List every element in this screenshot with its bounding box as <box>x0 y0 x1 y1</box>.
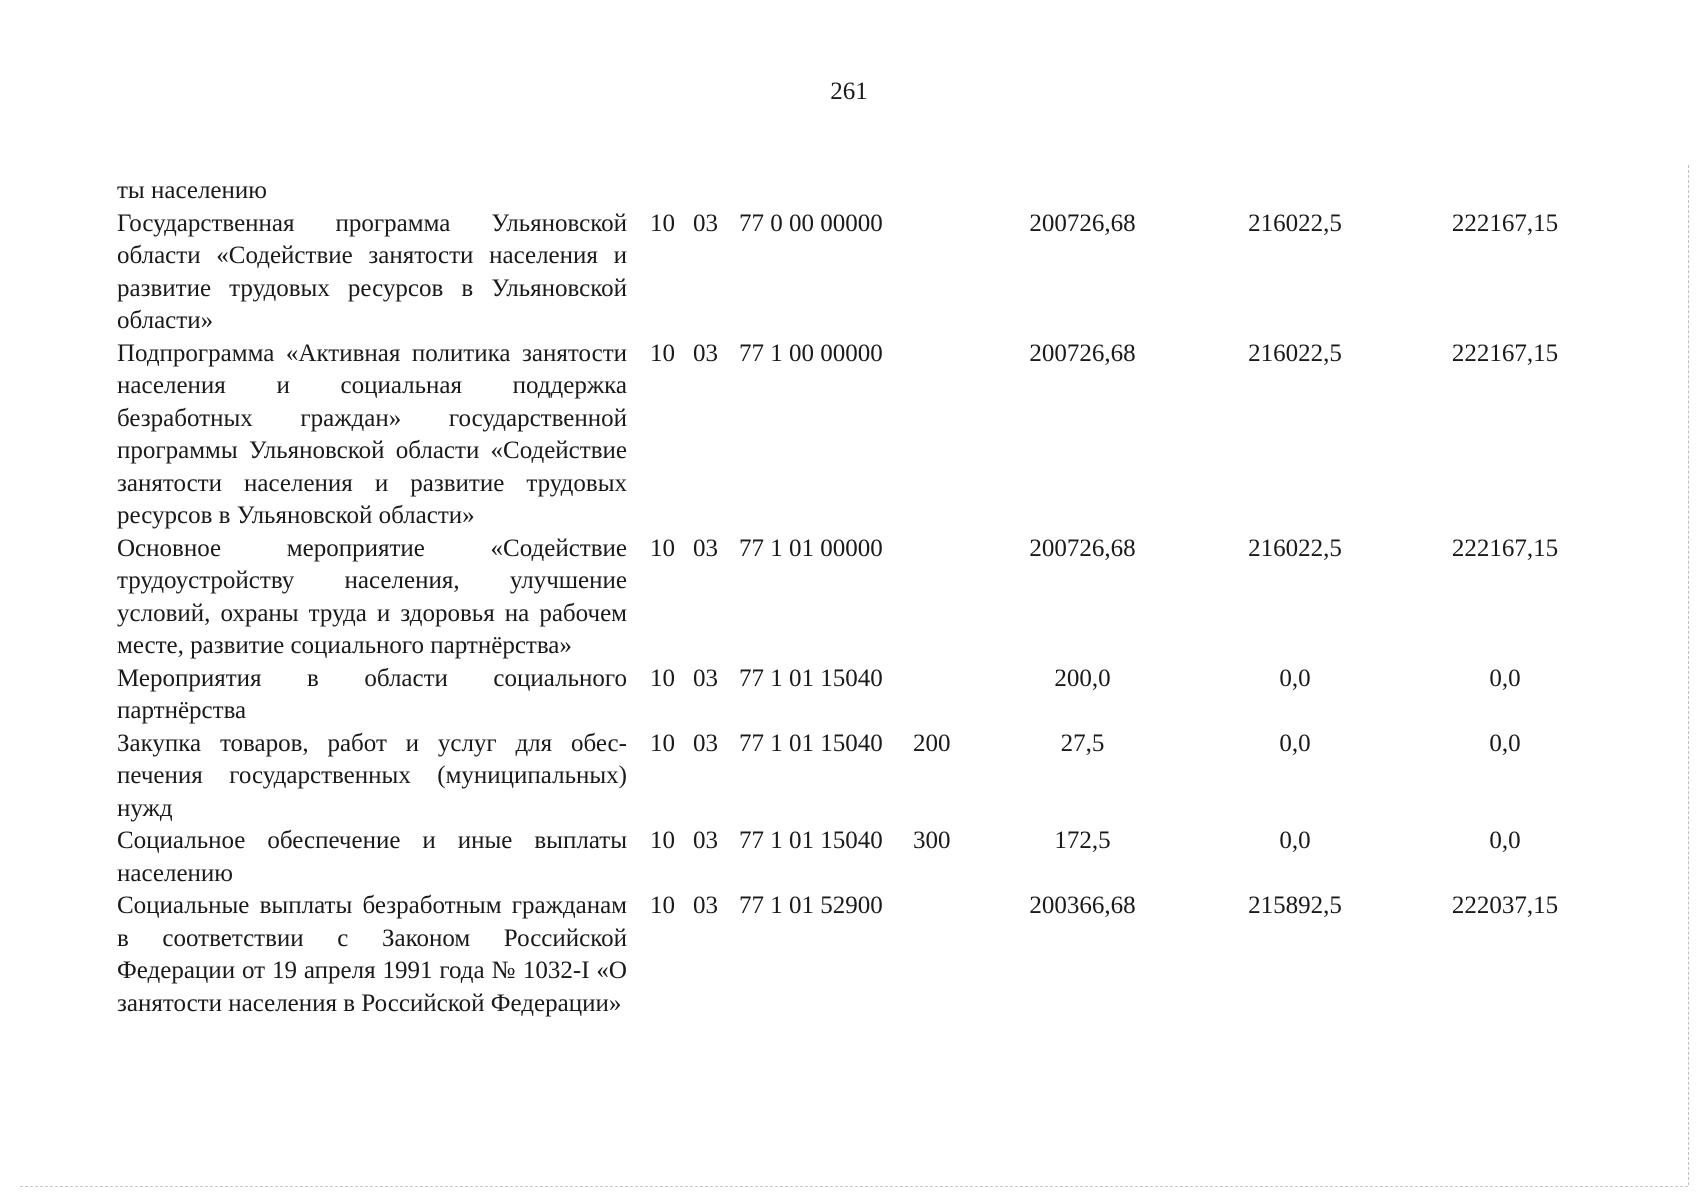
page-number: 261 <box>830 78 868 105</box>
amount-year-3: 222167,15 <box>1451 209 1559 237</box>
subsection-code: 03 <box>693 827 718 854</box>
subsection-code: 03 <box>693 729 718 757</box>
amount-year-2: 0,0 <box>1279 729 1311 757</box>
table-row <box>117 208 1610 338</box>
section-code: 10 <box>650 827 675 854</box>
amount-year-1: 200366,68 <box>1029 892 1136 919</box>
table-row <box>117 663 1610 728</box>
amount-year-2: 216022,5 <box>1248 209 1342 237</box>
row-name: Основное мероприятие «Содействие трудоустройству населения, улучшение условий, охраны труда и здоровья на рабочем месте, развитие социального партнёрства» <box>117 534 627 659</box>
section-code: 10 <box>650 339 675 367</box>
amount-year-1: 200,0 <box>1054 664 1111 692</box>
expense-type-code <box>913 663 975 728</box>
amount-year-1: 27,5 <box>1060 729 1105 757</box>
amount-year-1: 200726,68 <box>1029 339 1136 367</box>
table-row <box>117 825 1610 890</box>
table-row <box>117 890 1610 1020</box>
subsection-code <box>675 175 718 208</box>
subsection-code: 03 <box>693 892 718 919</box>
table-row <box>117 533 1610 663</box>
table-row <box>117 728 1610 826</box>
expense-type-code <box>913 175 975 208</box>
amount-year-1: 200726,68 <box>1029 209 1136 237</box>
row-name: Государственная программа Ульяновской области «Содействие занятости населения и развитие трудовых ресурсов в Ульяновской области» <box>117 209 627 334</box>
target-article-code: 77 1 01 15040 <box>739 827 883 854</box>
scan-edge-line <box>20 1186 1688 1187</box>
row-name: Подпрограмма «Активная политика занятости населения и социальная поддержка безработных граждан» государственной программы Ульяновской области «Содействие занятости населения и развитие трудовых ресурсов в Ульяновской области» <box>117 339 627 529</box>
row-name: Мероприятия в области социального партнёрства <box>117 664 627 724</box>
expense-type-code: 300 <box>913 827 951 854</box>
expense-type-code <box>913 890 975 1020</box>
target-article-code <box>718 175 913 208</box>
amount-year-1: 200726,68 <box>1029 534 1136 562</box>
amount-year-3: 0,0 <box>1489 827 1521 854</box>
amount-year-1: 172,5 <box>1054 827 1111 854</box>
target-article-code: 77 0 00 00000 <box>739 209 883 237</box>
target-article-code: 77 1 00 00000 <box>739 339 883 367</box>
table-row <box>117 175 1610 208</box>
section-code: 10 <box>650 209 675 237</box>
amount-year-2: 216022,5 <box>1248 534 1342 562</box>
expense-type-code <box>913 338 975 533</box>
subsection-code: 03 <box>693 339 718 367</box>
amount-year-3: 222037,15 <box>1451 892 1559 919</box>
section-code <box>627 175 675 208</box>
target-article-code: 77 1 01 52900 <box>739 892 883 919</box>
row-name: Социальное обеспечение и иные выплаты населению <box>117 827 627 887</box>
expense-type-code: 200 <box>913 729 951 757</box>
amount-year-2: 0,0 <box>1279 664 1311 692</box>
subsection-code: 03 <box>693 534 718 562</box>
amount-year-3: 222167,15 <box>1451 339 1559 367</box>
row-name: Социальные выплаты безработным гражданам в соответствии с Законом Российской Федерации от 19 апреля 1991 года № 1032-I «О занятости населения в Российской Федерации» <box>117 892 627 1017</box>
scan-edge-line <box>1688 165 1689 1185</box>
target-article-code: 77 1 01 15040 <box>739 664 883 692</box>
row-name: Закупка товаров, работ и услуг для обеспечения государственных (муниципальных) нужд <box>117 729 627 822</box>
subsection-code: 03 <box>693 209 718 237</box>
amount-year-1 <box>975 175 1190 208</box>
section-code: 10 <box>650 534 675 562</box>
expense-type-code <box>913 533 975 663</box>
amount-year-2: 216022,5 <box>1248 339 1342 367</box>
amount-year-3: 222167,15 <box>1451 534 1559 562</box>
expense-type-code <box>913 208 975 338</box>
target-article-code: 77 1 01 00000 <box>739 534 883 562</box>
row-name: ты населению <box>117 177 267 204</box>
table-row <box>117 338 1610 533</box>
amount-year-3 <box>1400 175 1610 208</box>
section-code: 10 <box>650 664 675 692</box>
amount-year-2: 215892,5 <box>1248 892 1342 919</box>
target-article-code: 77 1 01 15040 <box>739 729 883 757</box>
amount-year-3: 0,0 <box>1489 664 1521 692</box>
section-code: 10 <box>650 729 675 757</box>
amount-year-2 <box>1190 175 1400 208</box>
amount-year-2: 0,0 <box>1279 827 1311 854</box>
budget-table <box>117 175 1610 1020</box>
section-code: 10 <box>650 892 675 919</box>
amount-year-3: 0,0 <box>1489 729 1521 757</box>
subsection-code: 03 <box>693 664 718 692</box>
